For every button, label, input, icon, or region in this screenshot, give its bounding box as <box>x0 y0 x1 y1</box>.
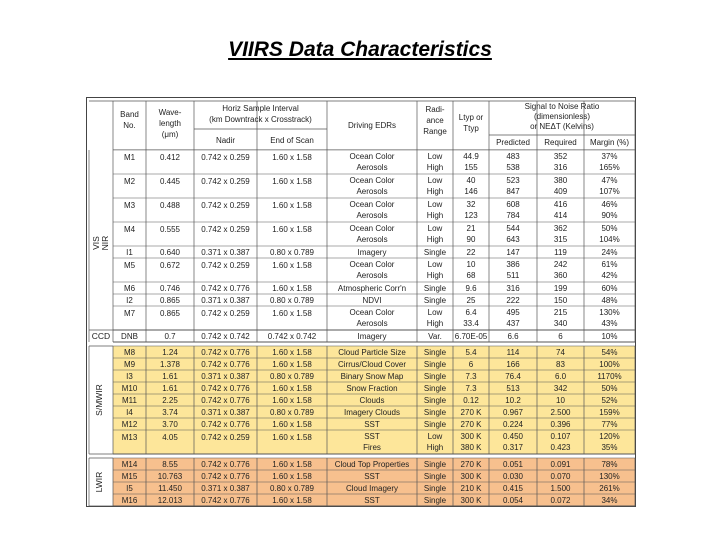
nadir-cell: 0.742 x 0.259 <box>201 177 250 186</box>
wavelength-cell: 10.763 <box>157 472 183 481</box>
wavelength-cell: 0.488 <box>159 201 181 210</box>
req-cell: 0.396 <box>550 420 571 429</box>
req-cell: 6.0 <box>554 372 567 381</box>
edr-cell: Ocean Color <box>349 224 395 233</box>
ltyp-cell: 380 K <box>460 443 482 452</box>
req-cell: 342 <box>553 384 568 393</box>
pred-cell: 222 <box>506 296 520 305</box>
req-cell: 2.500 <box>550 408 571 417</box>
lwir-group-label: LWIR <box>94 471 104 493</box>
ltyp-cell: 300 K <box>460 472 482 481</box>
wavelength-cell: 0.445 <box>159 177 181 186</box>
req-cell: 409 <box>553 187 568 196</box>
radiance-range-header: Range <box>423 127 447 136</box>
range-cell: Low <box>427 260 443 269</box>
nadir-cell: 0.742 x 0.776 <box>201 496 250 505</box>
nadir-cell: 0.742 x 0.259 <box>201 433 250 442</box>
margin-header: Margin (%) <box>589 138 630 147</box>
data-characteristics-table <box>86 97 636 507</box>
edr-cell: Ocean Color <box>349 176 395 185</box>
pred-cell: 437 <box>506 319 520 328</box>
range-cell: High <box>426 187 444 196</box>
band-cell: M10 <box>121 384 138 393</box>
ltyp-cell: 270 K <box>460 420 482 429</box>
range-cell: Single <box>423 348 447 357</box>
req-cell: 352 <box>553 152 568 161</box>
wavelength-cell: 4.05 <box>162 433 178 442</box>
edr-cell: Imagery <box>357 332 387 341</box>
edr-cell: SST <box>364 420 380 429</box>
req-cell: 199 <box>553 284 568 293</box>
range-cell: Single <box>423 472 447 481</box>
wavelength-cell: 12.013 <box>157 496 183 505</box>
ltyp-cell: 90 <box>466 235 476 244</box>
wavelength-cell: 11.450 <box>158 484 182 493</box>
margin-cell: 165% <box>599 163 620 172</box>
edr-cell: Aerosols <box>356 319 388 328</box>
margin-cell: 61% <box>601 260 618 269</box>
req-cell: 380 <box>553 176 568 185</box>
pred-cell: 76.4 <box>505 372 521 381</box>
range-cell: Low <box>427 308 443 317</box>
end-of-scan-cell: 1.60 x 1.58 <box>272 201 312 210</box>
wavelength-cell: 3.74 <box>162 408 178 417</box>
margin-cell: 48% <box>601 296 618 305</box>
nadir-cell: 0.371 x 0.387 <box>201 296 250 305</box>
vis-group-label: VIS <box>91 236 101 250</box>
req-cell: 315 <box>553 235 568 244</box>
range-cell: Single <box>423 408 447 417</box>
margin-cell: 120% <box>599 432 620 441</box>
band-cell: M13 <box>121 433 138 442</box>
margin-cell: 60% <box>601 284 618 293</box>
pred-cell: 511 <box>506 271 520 280</box>
req-cell: 1.500 <box>550 484 571 493</box>
req-cell: 119 <box>554 248 567 257</box>
margin-cell: 34% <box>601 496 618 505</box>
edr-cell: Cloud Top Properties <box>334 460 410 469</box>
nadir-cell: 0.742 x 0.259 <box>201 201 250 210</box>
end-of-scan-cell: 1.60 x 1.58 <box>272 153 312 162</box>
range-cell: High <box>426 163 444 172</box>
nadir-cell: 0.742 x 0.776 <box>201 460 250 469</box>
edr-cell: Aerosols <box>356 187 388 196</box>
wavelength-cell: 1.61 <box>162 384 178 393</box>
range-cell: Single <box>423 460 447 469</box>
ltyp-cell: 33.4 <box>463 319 479 328</box>
pred-cell: 0.415 <box>502 484 524 493</box>
margin-cell: 42% <box>601 271 618 280</box>
end-of-scan-cell: 1.60 x 1.58 <box>272 348 312 357</box>
pred-cell: 847 <box>506 187 520 196</box>
end-of-scan-cell: 0.80 x 0.789 <box>269 296 315 305</box>
range-cell: High <box>426 443 444 452</box>
end-of-scan-cell: 0.80 x 0.789 <box>269 248 315 257</box>
range-cell: Single <box>423 284 447 293</box>
end-of-scan-cell: 0.80 x 0.789 <box>269 372 315 381</box>
wavelength-header: Wave- <box>158 108 182 117</box>
band-cell: M8 <box>123 348 136 357</box>
range-cell: Single <box>423 296 447 305</box>
end-of-scan-cell: 1.60 x 1.58 <box>272 496 312 505</box>
snr-header: Signal to Noise Ratio <box>524 102 600 111</box>
ltyp-cell: 21 <box>466 224 476 233</box>
range-cell: Low <box>427 432 443 441</box>
edr-cell: Binary Snow Map <box>340 372 404 381</box>
req-cell: 150 <box>553 296 568 305</box>
req-cell: 416 <box>553 200 568 209</box>
range-cell: Var. <box>428 332 442 341</box>
nadir-cell: 0.742 x 0.776 <box>201 284 250 293</box>
range-cell: Low <box>427 224 443 233</box>
ltyp-cell: 40 <box>466 176 476 185</box>
req-cell: 6 <box>558 332 563 341</box>
ltyp-header: Ltyp or <box>458 113 484 122</box>
margin-cell: 50% <box>601 224 618 233</box>
wavelength-cell: 0.746 <box>159 284 181 293</box>
margin-cell: 37% <box>601 152 618 161</box>
band-cell: M2 <box>123 177 136 186</box>
wavelength-cell: 0.672 <box>159 261 181 270</box>
wavelength-cell: 3.70 <box>162 420 178 429</box>
nir-group-label: NIR <box>100 235 110 251</box>
band-cell: M11 <box>122 396 137 405</box>
band-cell: M15 <box>121 472 138 481</box>
pred-cell: 0.967 <box>502 408 524 417</box>
nadir-cell: 0.371 x 0.387 <box>201 408 250 417</box>
margin-cell: 130% <box>599 308 620 317</box>
edr-cell: Ocean Color <box>349 152 395 161</box>
ltyp-cell: 9.6 <box>465 284 477 293</box>
pred-cell: 538 <box>506 163 520 172</box>
nadir-cell: 0.742 x 0.259 <box>201 261 250 270</box>
range-cell: Single <box>423 496 447 505</box>
end-of-scan-cell: 0.80 x 0.789 <box>269 484 315 493</box>
pred-cell: 114 <box>506 348 520 357</box>
edr-cell: Aerosols <box>356 163 388 172</box>
pred-cell: 0.224 <box>502 420 524 429</box>
edr-cell: SST <box>364 432 380 441</box>
wavelength-cell: 2.25 <box>162 396 178 405</box>
band-cell: M3 <box>123 201 136 210</box>
snr-header: or NEΔT (Kelvins) <box>530 122 594 131</box>
band-cell: I2 <box>126 296 133 305</box>
pred-cell: 0.030 <box>502 472 524 481</box>
ltyp-cell: 155 <box>464 163 478 172</box>
range-cell: Single <box>423 420 447 429</box>
range-cell: Single <box>423 384 447 393</box>
margin-cell: 77% <box>601 420 618 429</box>
range-cell: Single <box>423 484 447 493</box>
snr-header: (dimensionless) <box>533 112 591 121</box>
band-cell: M6 <box>123 284 136 293</box>
margin-cell: 90% <box>601 211 618 220</box>
nadir-cell: 0.742 x 0.742 <box>201 332 250 341</box>
horiz-sample-header: Horiz Sample Interval <box>222 104 299 113</box>
end-of-scan-cell: 0.742 x 0.742 <box>267 332 317 341</box>
nadir-cell: 0.371 x 0.387 <box>201 484 250 493</box>
nadir-cell: 0.742 x 0.776 <box>201 348 250 357</box>
margin-cell: 35% <box>601 443 618 452</box>
ltyp-cell: 6 <box>468 360 474 369</box>
edr-cell: NDVI <box>362 296 382 305</box>
band-cell: M16 <box>121 496 138 505</box>
pred-cell: 0.317 <box>502 443 524 452</box>
wavelength-cell: 0.7 <box>164 332 176 341</box>
pred-cell: 495 <box>506 308 520 317</box>
nadir-cell: 0.742 x 0.259 <box>201 153 250 162</box>
range-cell: Low <box>427 200 443 209</box>
swir-group-label: S/MWIR <box>94 384 104 416</box>
table-canvas <box>87 98 637 508</box>
band-header: Band <box>120 110 139 119</box>
slide-title: VIIRS Data Characteristics <box>228 38 492 61</box>
margin-cell: 24% <box>601 248 618 257</box>
nadir-cell: 0.742 x 0.776 <box>201 384 250 393</box>
range-cell: Single <box>423 248 447 257</box>
req-cell: 10 <box>556 396 565 405</box>
edr-cell: Cirrus/Cloud Cover <box>337 360 407 369</box>
nadir-cell: 0.742 x 0.776 <box>201 360 250 369</box>
pred-cell: 147 <box>506 248 520 257</box>
driving-edrs-header: Driving EDRs <box>347 121 397 130</box>
end-of-scan-cell: 1.60 x 1.58 <box>272 177 312 186</box>
req-cell: 0.091 <box>550 460 571 469</box>
margin-cell: 100% <box>599 360 620 369</box>
margin-cell: 78% <box>601 460 618 469</box>
band-cell: I5 <box>126 484 133 493</box>
wavelength-cell: 0.640 <box>159 248 181 257</box>
end-of-scan-header: End of Scan <box>270 136 314 145</box>
band-cell: I1 <box>126 248 133 257</box>
nadir-cell: 0.371 x 0.387 <box>201 372 250 381</box>
range-cell: High <box>426 319 444 328</box>
margin-cell: 52% <box>601 396 618 405</box>
ltyp-cell: 270 K <box>460 460 482 469</box>
edr-cell: Atmospheric Corr'n <box>337 284 407 293</box>
band-cell: M7 <box>123 309 136 318</box>
pred-cell: 0.450 <box>502 432 524 441</box>
nadir-cell: 0.742 x 0.776 <box>201 420 250 429</box>
edr-cell: Cloud Particle Size <box>338 348 406 357</box>
end-of-scan-cell: 1.60 x 1.58 <box>272 360 312 369</box>
edr-cell: Imagery Clouds <box>343 408 401 417</box>
wavelength-cell: 0.865 <box>159 309 181 318</box>
margin-cell: 10% <box>601 332 618 341</box>
range-cell: Low <box>427 176 443 185</box>
margin-cell: 50% <box>601 384 618 393</box>
end-of-scan-cell: 0.80 x 0.789 <box>269 408 315 417</box>
pred-cell: 166 <box>506 360 520 369</box>
end-of-scan-cell: 1.60 x 1.58 <box>272 460 312 469</box>
horiz-sample-header: (km Downtrack x Crosstrack) <box>209 115 312 124</box>
ltyp-cell: 146 <box>464 187 478 196</box>
ltyp-cell: 68 <box>466 271 476 280</box>
end-of-scan-cell: 1.60 x 1.58 <box>272 396 312 405</box>
pred-cell: 0.051 <box>502 460 524 469</box>
margin-cell: 1170% <box>597 372 622 381</box>
band-cell: I4 <box>126 408 133 417</box>
margin-cell: 54% <box>601 348 618 357</box>
pred-cell: 0.054 <box>502 496 524 505</box>
band-cell: DNB <box>121 332 138 341</box>
band-cell: I3 <box>126 372 133 381</box>
ltyp-cell: 300 K <box>460 496 482 505</box>
ltyp-cell: 22 <box>466 248 476 257</box>
req-cell: 0.070 <box>550 472 571 481</box>
pred-cell: 483 <box>506 152 520 161</box>
end-of-scan-cell: 1.60 x 1.58 <box>272 284 312 293</box>
pred-cell: 608 <box>506 200 520 209</box>
wavelength-header: (μm) <box>161 130 179 139</box>
ltyp-cell: 10 <box>466 260 476 269</box>
wavelength-cell: 0.412 <box>159 153 181 162</box>
ccd-group-label: CCD <box>91 331 111 341</box>
ltyp-cell: 7.3 <box>465 372 477 381</box>
req-cell: 215 <box>553 308 568 317</box>
ltyp-header: Ttyp <box>463 124 479 133</box>
pred-cell: 316 <box>506 284 520 293</box>
ltyp-cell: 300 K <box>460 432 482 441</box>
margin-cell: 104% <box>599 235 620 244</box>
req-cell: 242 <box>553 260 568 269</box>
ltyp-cell: 270 K <box>460 408 482 417</box>
req-cell: 316 <box>553 163 568 172</box>
ltyp-cell: 44.9 <box>463 152 479 161</box>
band-cell: M12 <box>121 420 138 429</box>
nadir-cell: 0.742 x 0.776 <box>201 396 250 405</box>
margin-cell: 261% <box>599 484 620 493</box>
req-cell: 74 <box>556 348 565 357</box>
wavelength-cell: 0.865 <box>159 296 181 305</box>
end-of-scan-cell: 1.60 x 1.58 <box>272 384 312 393</box>
range-cell: Single <box>423 360 447 369</box>
range-cell: Single <box>423 372 447 381</box>
edr-cell: Clouds <box>359 396 385 405</box>
band-cell: M1 <box>123 153 136 162</box>
radiance-range-header: Radi- <box>425 105 445 114</box>
margin-cell: 107% <box>599 187 620 196</box>
required-header: Required <box>544 138 577 147</box>
margin-cell: 130% <box>599 472 620 481</box>
ltyp-cell: 6.70E-05 <box>454 332 488 341</box>
band-cell: M14 <box>121 460 138 469</box>
edr-cell: Snow Fraction <box>346 384 398 393</box>
edr-cell: Ocean Color <box>349 260 395 269</box>
wavelength-cell: 1.24 <box>162 348 178 357</box>
wavelength-cell: 8.55 <box>162 460 178 469</box>
ltyp-cell: 123 <box>464 211 478 220</box>
req-cell: 0.423 <box>550 443 571 452</box>
pred-cell: 513 <box>506 384 520 393</box>
wavelength-cell: 1.61 <box>162 372 178 381</box>
edr-cell: Aerosols <box>356 271 388 280</box>
pred-cell: 523 <box>506 176 520 185</box>
margin-cell: 47% <box>601 176 618 185</box>
ltyp-cell: 6.4 <box>465 308 477 317</box>
req-cell: 360 <box>553 271 568 280</box>
band-header: No. <box>123 121 136 130</box>
pred-cell: 6.6 <box>507 332 519 341</box>
end-of-scan-cell: 1.60 x 1.58 <box>272 261 312 270</box>
nadir-cell: 0.742 x 0.776 <box>201 472 250 481</box>
pred-cell: 544 <box>506 224 520 233</box>
pred-cell: 386 <box>506 260 520 269</box>
pred-cell: 643 <box>506 235 520 244</box>
wavelength-cell: 0.555 <box>159 225 181 234</box>
range-cell: Low <box>427 152 443 161</box>
nadir-cell: 0.742 x 0.259 <box>201 309 250 318</box>
req-cell: 0.072 <box>550 496 571 505</box>
band-cell: M4 <box>123 225 136 234</box>
edr-cell: Imagery <box>357 248 387 257</box>
margin-cell: 43% <box>601 319 618 328</box>
nadir-cell: 0.742 x 0.259 <box>201 225 250 234</box>
end-of-scan-cell: 1.60 x 1.58 <box>272 309 312 318</box>
req-cell: 83 <box>556 360 565 369</box>
wavelength-header: length <box>159 119 181 128</box>
edr-cell: Ocean Color <box>349 200 395 209</box>
edr-cell: Aerosols <box>356 211 388 220</box>
end-of-scan-cell: 1.60 x 1.58 <box>272 433 312 442</box>
range-cell: High <box>426 271 444 280</box>
req-cell: 340 <box>553 319 568 328</box>
edr-cell: Cloud Imagery <box>345 484 399 493</box>
ltyp-cell: 210 K <box>460 484 482 493</box>
edr-cell: Ocean Color <box>349 308 395 317</box>
band-cell: M5 <box>123 261 136 270</box>
edr-cell: Aerosols <box>356 235 388 244</box>
end-of-scan-cell: 1.60 x 1.58 <box>272 225 312 234</box>
edr-cell: SST <box>364 496 380 505</box>
ltyp-cell: 32 <box>466 200 476 209</box>
req-cell: 362 <box>553 224 568 233</box>
ltyp-cell: 7.3 <box>465 384 477 393</box>
req-cell: 0.107 <box>550 432 571 441</box>
ltyp-cell: 5.4 <box>465 348 477 357</box>
margin-cell: 46% <box>601 200 618 209</box>
end-of-scan-cell: 1.60 x 1.58 <box>272 420 312 429</box>
pred-cell: 784 <box>506 211 520 220</box>
end-of-scan-cell: 1.60 x 1.58 <box>272 472 312 481</box>
band-cell: M9 <box>123 360 136 369</box>
margin-cell: 159% <box>599 408 620 417</box>
range-cell: High <box>426 235 444 244</box>
req-cell: 414 <box>553 211 568 220</box>
range-cell: High <box>426 211 444 220</box>
radiance-range-header: ance <box>426 116 444 125</box>
ltyp-cell: 25 <box>466 296 476 305</box>
ltyp-cell: 0.12 <box>463 396 479 405</box>
pred-cell: 10.2 <box>505 396 521 405</box>
edr-cell: Fires <box>363 443 381 452</box>
edr-cell: SST <box>364 472 380 481</box>
range-cell: Single <box>423 396 447 405</box>
predicted-header: Predicted <box>496 138 530 147</box>
nadir-header: Nadir <box>215 136 236 145</box>
nadir-cell: 0.371 x 0.387 <box>201 248 250 257</box>
wavelength-cell: 1.378 <box>159 360 181 369</box>
